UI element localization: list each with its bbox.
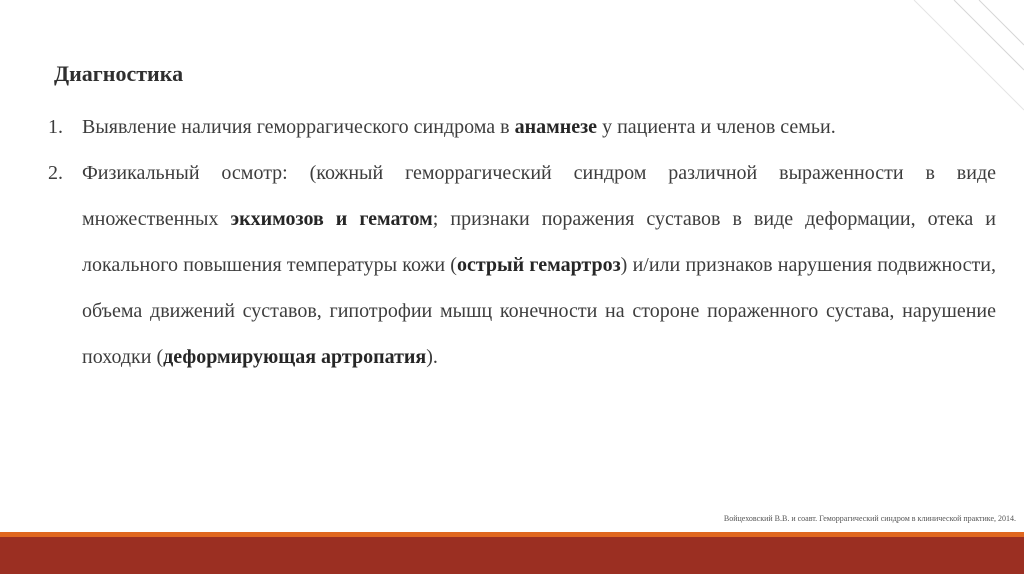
bold-term-arthropathy: деформирующая артропатия [163, 346, 427, 368]
text-run: ; признаки поражения суставов в виде деформации, отека и локального повышения температуры кожи ( [82, 208, 996, 276]
item-number: 1. [48, 116, 63, 138]
text-run: у пациента и членов семьи. [597, 116, 836, 138]
diagnostics-list [48, 104, 996, 380]
item-number: 2. [48, 162, 63, 184]
list-item-anamnesis [48, 104, 996, 150]
footer-bar [0, 537, 1024, 574]
citation-footnote: Войцеховский В.В. и соавт. Геморрагический синдром в клинической практике, 2014. [723, 514, 1016, 523]
list-item-physical-exam [48, 150, 996, 380]
text-run: Выявление наличия геморрагического синдрома в [82, 116, 515, 138]
bold-term-hemarthrosis: острый гемартроз [456, 254, 621, 276]
bold-term-ecchymoses: экхимозов и гематом [230, 208, 433, 230]
item-text [82, 150, 996, 380]
text-run: ) и/или признаков нарушения подвижности, объема движений суставов, гипотрофии мышц конечности на стороне пораженного сустава, нарушение походки ( [82, 254, 996, 368]
slide-title: Диагностика [54, 61, 184, 86]
text-run: Физикальный осмотр: (кожный геморрагический синдром различной выраженности в виде множественных [82, 162, 996, 230]
bold-term-anamnesis: анамнезе [514, 116, 598, 138]
text-run: ). [426, 346, 438, 368]
item-text [82, 104, 996, 150]
